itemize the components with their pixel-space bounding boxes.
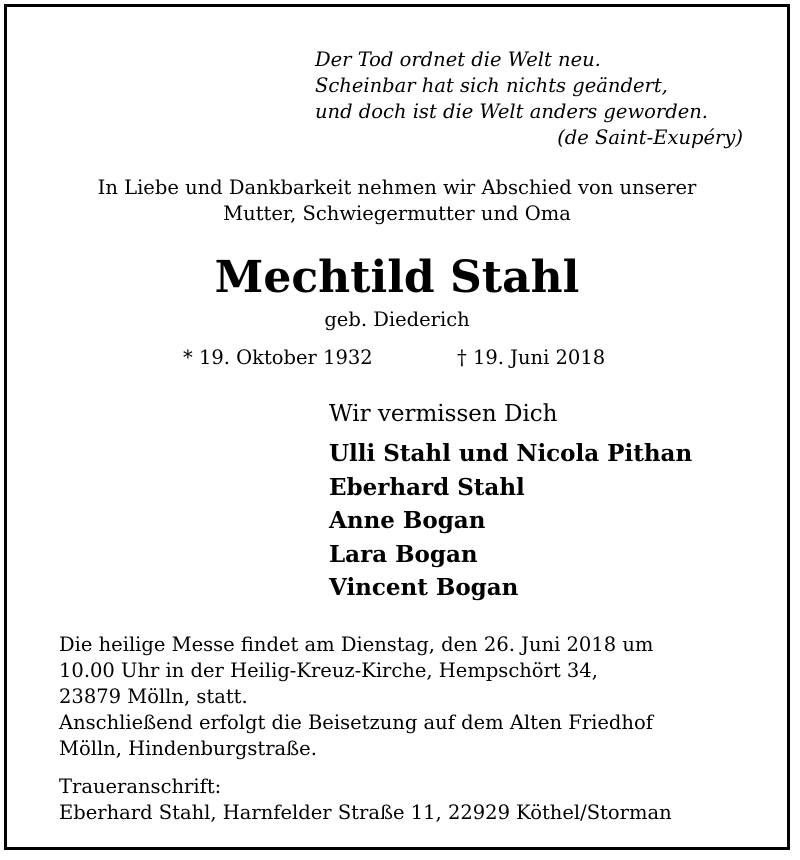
birth-date: * 19. Oktober 1932 bbox=[183, 346, 373, 369]
quote bbox=[315, 47, 708, 125]
service-details bbox=[59, 632, 653, 762]
quote-line: und doch ist die Welt anders geworden. bbox=[315, 100, 708, 123]
obituary-notice bbox=[4, 4, 790, 850]
maiden-name: geb. Diederich bbox=[324, 308, 470, 331]
intro-line: In Liebe und Dankbarkeit nehmen wir Abschied von unserer bbox=[97, 176, 697, 199]
mourners-list bbox=[329, 437, 692, 605]
mourner-name: Ulli Stahl und Nicola Pithan bbox=[329, 440, 693, 467]
service-line: Mölln, Hindenburgstraße. bbox=[59, 737, 317, 760]
quote-author: (de Saint-Exupéry) bbox=[557, 126, 743, 149]
service-line: 23879 Mölln, statt. bbox=[59, 685, 248, 708]
mourner-name: Anne Bogan bbox=[329, 507, 486, 534]
mourner-name: Vincent Bogan bbox=[329, 574, 519, 601]
deceased-name: Mechtild Stahl bbox=[214, 252, 580, 303]
mourning-address bbox=[59, 774, 672, 826]
mourner-name: Eberhard Stahl bbox=[329, 473, 525, 501]
mourner-name: Lara Bogan bbox=[329, 540, 478, 568]
service-line: 10.00 Uhr in der Heilig-Kreuz-Kirche, Hempschört 34, bbox=[59, 659, 598, 682]
service-line: Anschließend erfolgt die Beisetzung auf dem Alten Friedhof bbox=[59, 711, 653, 734]
death-date: † 19. Juni 2018 bbox=[457, 346, 606, 369]
mourners-heading: Wir vermissen Dich bbox=[329, 401, 558, 427]
address-value: Eberhard Stahl, Harnfelder Straße 11, 22929 Köthel/Storman bbox=[59, 801, 672, 824]
quote-line: Der Tod ordnet die Welt neu. bbox=[315, 48, 601, 71]
service-line: Die heilige Messe findet am Dienstag, den 26. Juni 2018 um bbox=[59, 633, 654, 656]
quote-line: Scheinbar hat sich nichts geändert, bbox=[315, 74, 668, 97]
intro-line: Mutter, Schwiegermutter und Oma bbox=[223, 202, 571, 225]
address-label: Traueranschrift: bbox=[59, 775, 222, 798]
intro-text bbox=[7, 175, 787, 227]
